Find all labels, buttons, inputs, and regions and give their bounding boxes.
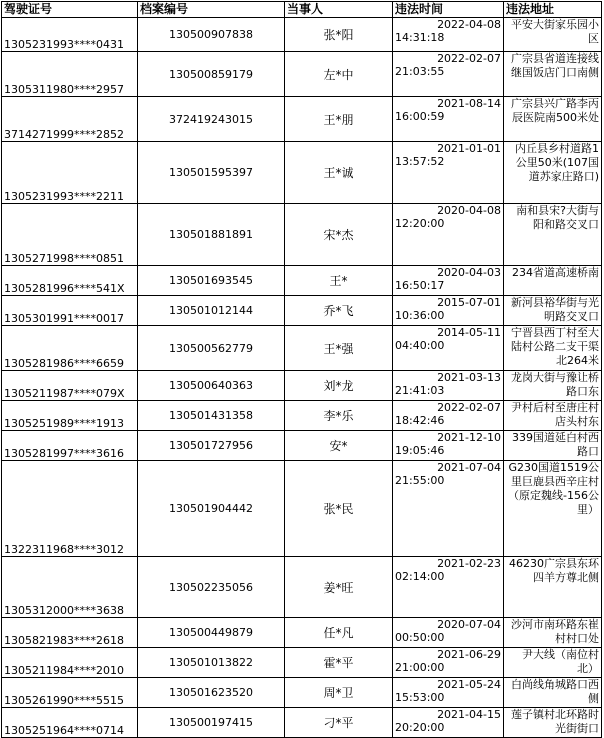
violation-date: 2022-04-08 — [437, 18, 501, 31]
party-cell: 张*民 — [285, 461, 393, 557]
license-cell: 1305261990****5515 — [2, 678, 138, 708]
violation-time-cell — [393, 708, 504, 738]
party-cell: 任*凡 — [285, 618, 393, 648]
violation-clock: 20:20:00 — [395, 721, 445, 734]
violation-clock: 12:20:00 — [395, 217, 445, 230]
violation-clock: 21:00:00 — [395, 661, 445, 674]
violation-address-cell: 广宗县兴广路李丙辰医院南500米处 — [504, 97, 602, 142]
archive-number-cell: 130501595397 — [138, 142, 285, 204]
archive-number-cell: 130501881891 — [138, 204, 285, 266]
license-cell: 1305231993****2211 — [2, 142, 138, 204]
license-cell: 1305231993****0431 — [2, 18, 138, 52]
violation-date: 2021-07-04 — [437, 461, 501, 474]
violation-time-cell — [393, 371, 504, 401]
archive-number-cell: 130501727956 — [138, 431, 285, 461]
violation-time-cell — [393, 18, 504, 52]
violation-date: 2020-04-08 — [437, 204, 501, 217]
violation-time-cell — [393, 204, 504, 266]
license-cell: 1305281986****6659 — [2, 326, 138, 371]
violation-address-cell: 南和县宋?大街与阳和路交叉口 — [504, 204, 602, 266]
violation-time-cell — [393, 97, 504, 142]
table-row — [2, 142, 602, 204]
license-cell: 1305271998****0851 — [2, 204, 138, 266]
archive-number-cell: 130500562779 — [138, 326, 285, 371]
license-cell: 1305211987****079X — [2, 371, 138, 401]
party-cell: 姜*旺 — [285, 557, 393, 618]
violation-date: 2020-07-04 — [437, 618, 501, 631]
archive-number-cell: 130501623520 — [138, 678, 285, 708]
table-row — [2, 371, 602, 401]
violation-time-cell — [393, 557, 504, 618]
party-cell: 王*强 — [285, 326, 393, 371]
table-row — [2, 461, 602, 557]
party-cell: 李*乐 — [285, 401, 393, 431]
violation-date: 2021-02-23 — [437, 557, 501, 570]
archive-number-cell: 130501012144 — [138, 296, 285, 326]
party-cell: 刘*龙 — [285, 371, 393, 401]
violation-time-cell — [393, 401, 504, 431]
license-cell: 1305311980****2957 — [2, 52, 138, 97]
violation-address-cell: 沙河市南环路东崔村村口处 — [504, 618, 602, 648]
header-license: 驾驶证号 — [2, 2, 138, 18]
party-cell: 刁*平 — [285, 708, 393, 738]
table-row — [2, 618, 602, 648]
table-row — [2, 648, 602, 678]
violation-date: 2014-05-11 — [437, 326, 501, 339]
violation-time-cell — [393, 648, 504, 678]
license-cell: 1305301991****0017 — [2, 296, 138, 326]
violation-address-cell: 新河县裕华街与光明路交叉口 — [504, 296, 602, 326]
table-row — [2, 678, 602, 708]
table-row — [2, 296, 602, 326]
violation-date: 2021-06-29 — [437, 648, 501, 661]
table-row — [2, 708, 602, 738]
violation-clock: 21:03:55 — [395, 65, 445, 78]
table-row — [2, 97, 602, 142]
violation-clock: 00:50:00 — [395, 631, 445, 644]
violation-date: 2022-02-07 — [437, 52, 501, 65]
archive-number-cell: 130502235056 — [138, 557, 285, 618]
violation-clock: 21:41:03 — [395, 384, 445, 397]
violation-address-cell: 平安大街家乐园小区 — [504, 18, 602, 52]
violation-date: 2021-03-13 — [437, 371, 501, 384]
violation-clock: 13:57:52 — [395, 155, 445, 168]
table-row — [2, 326, 602, 371]
license-cell: 3714271999****2852 — [2, 97, 138, 142]
violation-date: 2021-01-01 — [437, 142, 501, 155]
license-cell: 1305211984****2010 — [2, 648, 138, 678]
party-cell: 乔*飞 — [285, 296, 393, 326]
table-row — [2, 204, 602, 266]
license-cell: 1305312000****3638 — [2, 557, 138, 618]
archive-number-cell: 130501431358 — [138, 401, 285, 431]
party-cell: 左*中 — [285, 52, 393, 97]
violation-clock: 14:31:18 — [395, 31, 445, 44]
table-row — [2, 557, 602, 618]
violation-time-cell — [393, 326, 504, 371]
party-cell: 宋*杰 — [285, 204, 393, 266]
violation-time-cell — [393, 142, 504, 204]
license-cell: 1305281997****3616 — [2, 431, 138, 461]
party-cell: 王*朋 — [285, 97, 393, 142]
violation-address-cell: 339国道延白村西路口 — [504, 431, 602, 461]
violation-clock: 21:55:00 — [395, 474, 445, 487]
violation-time-cell — [393, 296, 504, 326]
violation-address-cell: 宁晋县西丁村至大陆村公路二支干渠北264米 — [504, 326, 602, 371]
violation-address-cell: 广宗县省道连接线继国饭店门口南侧 — [504, 52, 602, 97]
party-cell: 张*阳 — [285, 18, 393, 52]
violation-address-cell: 234省道高速桥南 — [504, 266, 602, 296]
table-row — [2, 266, 602, 296]
violation-time-cell — [393, 52, 504, 97]
table-row — [2, 401, 602, 431]
header-address: 违法地址 — [504, 2, 602, 18]
violation-address-cell: 46230广宗县东环四羊方尊北侧 — [504, 557, 602, 618]
violations-table — [1, 1, 602, 738]
violation-clock: 16:00:59 — [395, 110, 445, 123]
violation-address-cell: 内丘县乡村道路1公里50米(107国道苏家庄路口) — [504, 142, 602, 204]
violation-time-cell — [393, 266, 504, 296]
archive-number-cell: 130500197415 — [138, 708, 285, 738]
violation-address-cell: 龙岗大街与豫让桥路口东 — [504, 371, 602, 401]
archive-number-cell: 130500907838 — [138, 18, 285, 52]
party-cell: 周*卫 — [285, 678, 393, 708]
table-row — [2, 18, 602, 52]
archive-number-cell: 130500859179 — [138, 52, 285, 97]
license-cell: 1305281996****541X — [2, 266, 138, 296]
party-cell: 安* — [285, 431, 393, 461]
violation-address-cell: 尹村后村至唐庄村店头村东 — [504, 401, 602, 431]
license-cell: 1305821983****2618 — [2, 618, 138, 648]
violation-address-cell: 尹大线（南位村北） — [504, 648, 602, 678]
violation-address-cell: 白尚线角城路口西侧 — [504, 678, 602, 708]
violation-clock: 02:14:00 — [395, 570, 445, 583]
archive-number-cell: 372419243015 — [138, 97, 285, 142]
archive-number-cell: 130501013822 — [138, 648, 285, 678]
violation-date: 2021-05-24 — [437, 678, 501, 691]
party-cell: 王* — [285, 266, 393, 296]
violation-date: 2015-07-01 — [437, 296, 501, 309]
violation-clock: 15:53:00 — [395, 691, 445, 704]
license-cell: 1322311968****3012 — [2, 461, 138, 557]
header-time: 违法时间 — [393, 2, 504, 18]
table-row — [2, 52, 602, 97]
party-cell: 霍*平 — [285, 648, 393, 678]
violation-date: 2021-04-15 — [437, 708, 501, 721]
violation-time-cell — [393, 431, 504, 461]
violation-time-cell — [393, 461, 504, 557]
violation-clock: 16:50:17 — [395, 279, 445, 292]
violation-clock: 19:05:46 — [395, 444, 445, 457]
archive-number-cell: 130501904442 — [138, 461, 285, 557]
table-body — [2, 18, 602, 738]
violation-clock: 10:36:00 — [395, 309, 445, 322]
violation-date: 2022-02-07 — [437, 401, 501, 414]
archive-number-cell: 130500640363 — [138, 371, 285, 401]
party-cell: 王*诚 — [285, 142, 393, 204]
archive-number-cell: 130500449879 — [138, 618, 285, 648]
violation-date: 2021-12-10 — [437, 431, 501, 444]
violation-date: 2021-08-14 — [437, 97, 501, 110]
violation-address-cell: G230国道1519公里巨鹿县西辛庄村（原定魏线-156公里） — [504, 461, 602, 557]
table-row — [2, 431, 602, 461]
archive-number-cell: 130501693545 — [138, 266, 285, 296]
violation-clock: 04:40:00 — [395, 339, 445, 352]
violation-address-cell: 莲子镇村北环路时光街街口 — [504, 708, 602, 738]
license-cell: 1305251989****1913 — [2, 401, 138, 431]
violation-time-cell — [393, 678, 504, 708]
violation-time-cell — [393, 618, 504, 648]
header-row — [2, 2, 602, 18]
header-party: 当事人 — [285, 2, 393, 18]
license-cell: 1305251964****0714 — [2, 708, 138, 738]
header-archive: 档案编号 — [138, 2, 285, 18]
violation-clock: 18:42:46 — [395, 414, 445, 427]
violation-date: 2020-04-03 — [437, 266, 501, 279]
